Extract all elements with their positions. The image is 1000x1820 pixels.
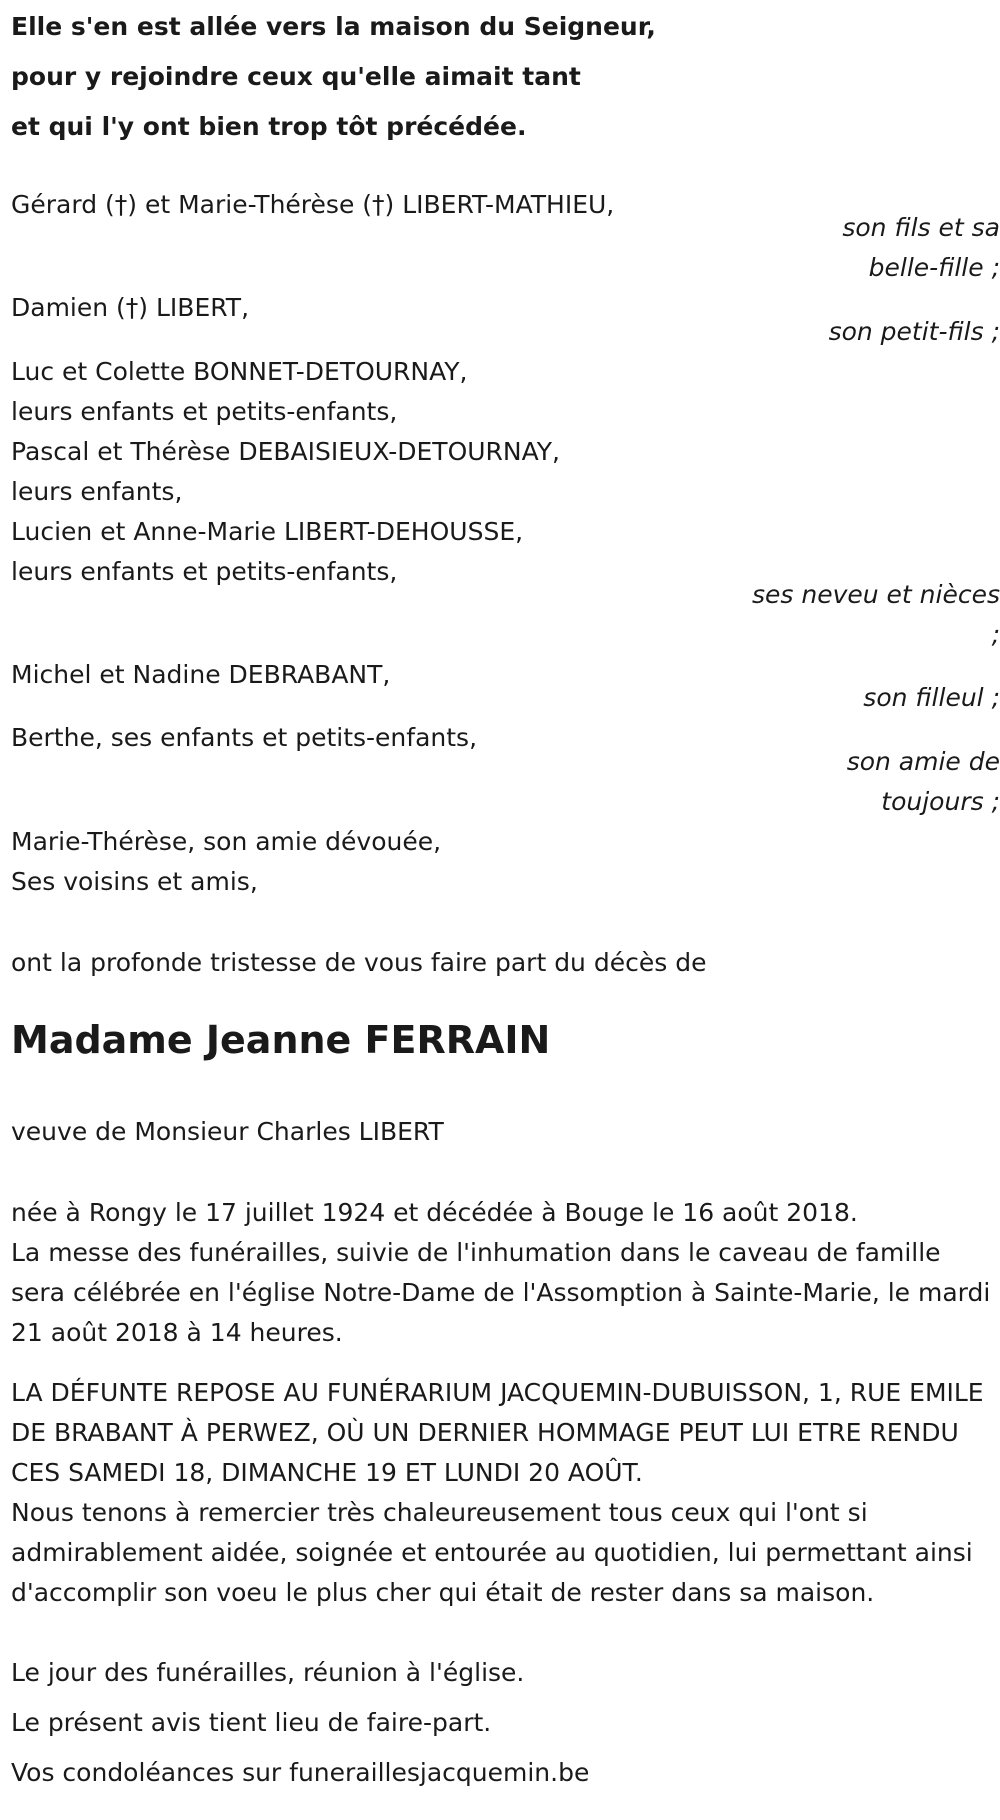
notice-text: Le présent avis tient lieu de faire-part. bbox=[11, 1708, 492, 1737]
relation-son-line-2: belle-fille ; bbox=[868, 253, 1000, 282]
birth-death-text: née à Rongy le 17 juillet 1924 et décédée à Bouge le 16 août 2018. bbox=[11, 1198, 858, 1227]
family-nephew-line-5: Lucien et Anne-Marie LIBERT-DEHOUSSE, bbox=[11, 517, 524, 546]
family-friend-line-2: Ses voisins et amis, bbox=[11, 867, 258, 896]
relation-godson: son filleul ; bbox=[863, 683, 1000, 712]
deceased-name: Madame Jeanne FERRAIN bbox=[11, 1018, 551, 1062]
verse-line-3: et qui l'y ont bien trop tôt précédée. bbox=[11, 112, 527, 141]
family-nephew-line-2: leurs enfants et petits-enfants, bbox=[11, 397, 398, 426]
family-friend-berthe: Berthe, ses enfants et petits-enfants, bbox=[11, 723, 478, 752]
family-friend-line-1: Marie-Thérèse, son amie dévouée, bbox=[11, 827, 442, 856]
announcement-text: ont la profonde tristesse de vous faire part du décès de bbox=[11, 948, 707, 977]
meeting-text: Le jour des funérailles, réunion à l'église. bbox=[11, 1658, 525, 1687]
verse-line-2: pour y rejoindre ceux qu'elle aimait tant bbox=[11, 62, 581, 91]
verse-line-1: Elle s'en est allée vers la maison du Seigneur, bbox=[11, 12, 656, 41]
relation-friend-line-1: son amie de bbox=[846, 747, 1000, 776]
relation-grandson: son petit-fils ; bbox=[828, 317, 1000, 346]
family-son-names: Gérard (†) et Marie-Thérèse (†) LIBERT-MATHIEU, bbox=[11, 190, 615, 219]
relation-nephews-line-1: ses neveu et nièces bbox=[751, 580, 1000, 609]
family-godson-name: Michel et Nadine DEBRABANT, bbox=[11, 660, 391, 689]
family-nephew-line-3: Pascal et Thérèse DEBAISIEUX-DETOURNAY, bbox=[11, 437, 560, 466]
condolences-text: Vos condoléances sur funeraillesjacquemin.be bbox=[11, 1758, 590, 1787]
family-grandson-name: Damien (†) LIBERT, bbox=[11, 293, 250, 322]
family-nephew-line-6: leurs enfants et petits-enfants, bbox=[11, 557, 398, 586]
funeral-mass-paragraph: La messe des funérailles, suivie de l'inhumation dans le caveau de famille sera célébrée en l'église Notre-Dame de l'Assomption à Sainte-Marie, le mardi 21 août 2018 à 14 heures. bbox=[11, 1238, 991, 1347]
widow-of-text: veuve de Monsieur Charles LIBERT bbox=[11, 1117, 444, 1146]
relation-friend-line-2: toujours ; bbox=[881, 787, 1000, 816]
family-nephew-line-1: Luc et Colette BONNET-DETOURNAY, bbox=[11, 357, 468, 386]
rest-place-paragraph: LA DÉFUNTE REPOSE AU FUNÉRARIUM JACQUEMIN-DUBUISSON, 1, RUE EMILE DE BRABANT À PERWEZ, OÙ UN DERNIER HOMMAGE PEUT LUI ETRE RENDU CES SAMEDI 18, DIMANCHE 19 ET LUNDI 20 AOÛT. bbox=[11, 1378, 984, 1487]
family-nephew-line-4: leurs enfants, bbox=[11, 477, 183, 506]
relation-son-line-1: son fils et sa bbox=[842, 213, 1000, 242]
thanks-paragraph: Nous tenons à remercier très chaleureusement tous ceux qui l'ont si admirablement aidée, soignée et entourée au quotidien, lui permettant ainsi d'accomplir son voeu le plus cher qui était de rester dans sa maison. bbox=[11, 1498, 973, 1607]
relation-nephews-line-2: ; bbox=[991, 620, 1000, 649]
